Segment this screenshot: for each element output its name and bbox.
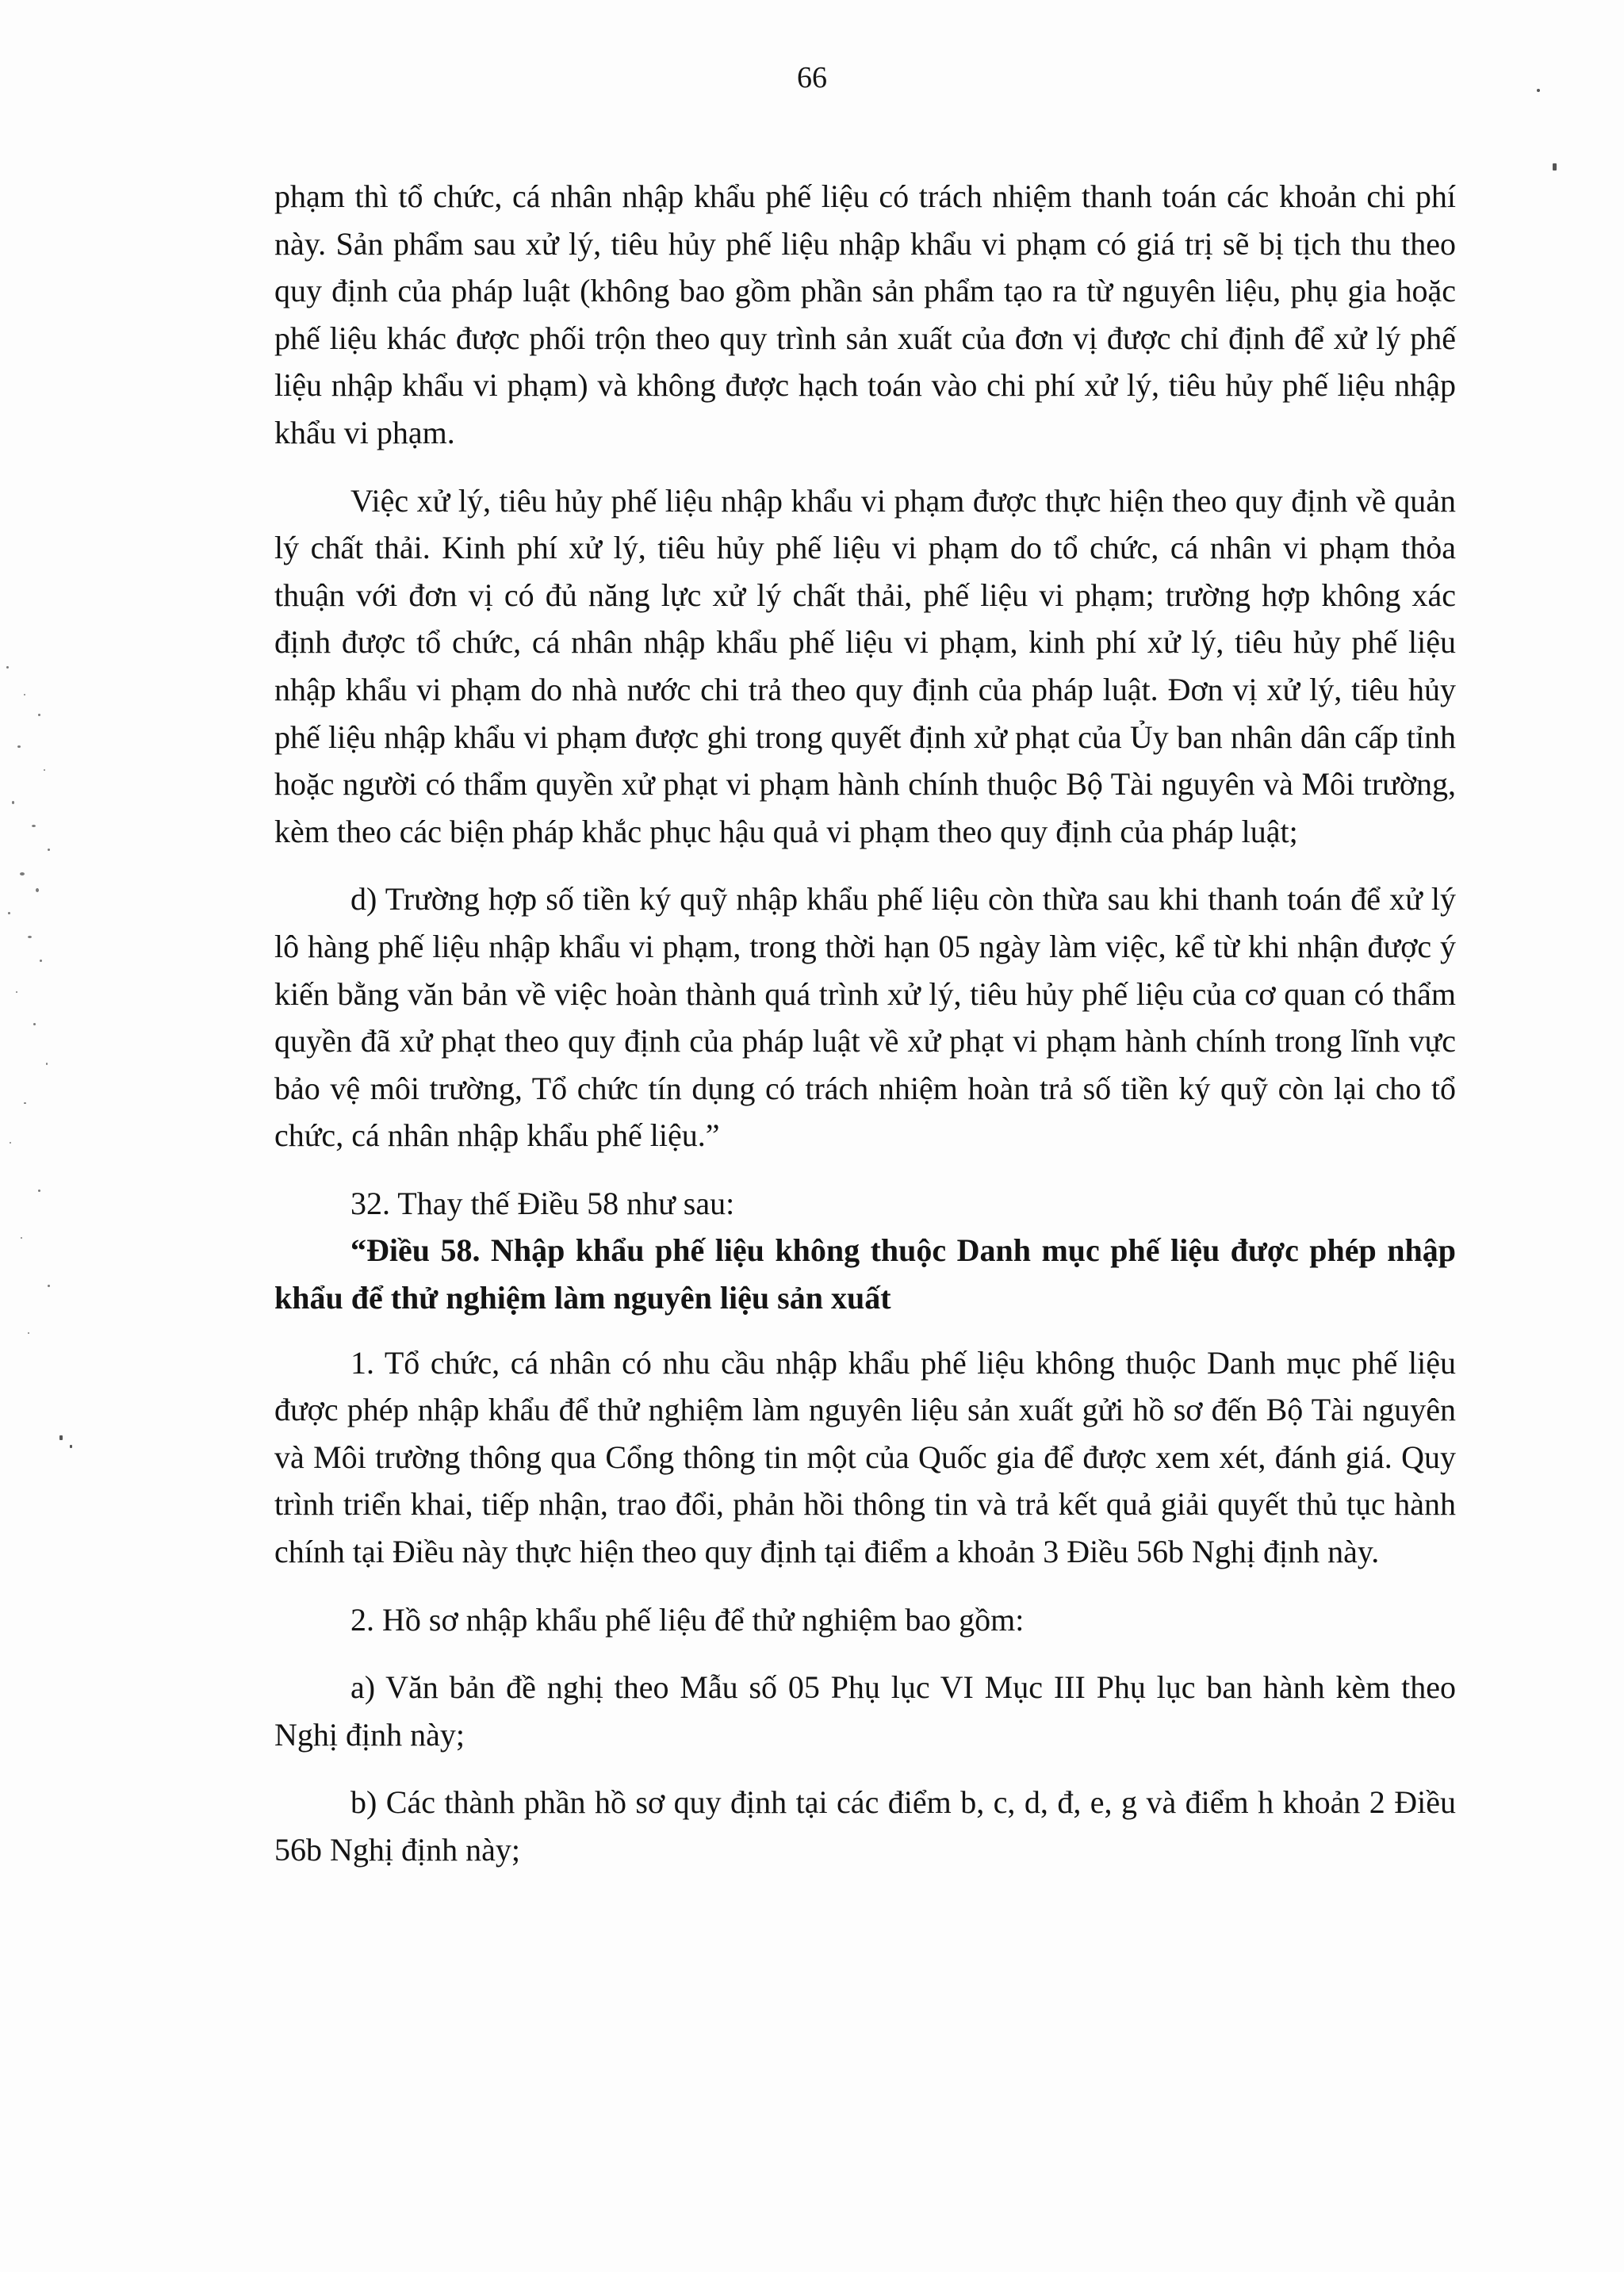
article-heading: “Điều 58. Nhập khẩu phế liệu không thuộc Danh mục phế liệu được phép nhập khẩu để thử nghiệm làm nguyên liệu sản xuất xyxy=(274,1232,1456,1316)
paragraph: 32. Thay thế Điều 58 như sau: xyxy=(350,1185,735,1221)
scan-mark xyxy=(59,1435,63,1440)
paragraph: 1. Tổ chức, cá nhân có nhu cầu nhập khẩu phế liệu không thuộc Danh mục phế liệu được phép nhập khẩu để thử nghiệm làm nguyên liệu sản xuất gửi hồ sơ đến Bộ Tài nguyên và Môi trường thông qua Cổng thông tin một của Quốc gia để được xem xét, đánh giá. Quy trình triển khai, tiếp nhận, trao đổi, phản hồi thông tin và trả kết quả giải quyết thủ tục hành chính tại Điều này thực hiện theo quy định tại điểm a khoản 3 Điều 56b Nghị định này. xyxy=(274,1344,1456,1570)
paragraph: phạm thì tổ chức, cá nhân nhập khẩu phế liệu có trách nhiệm thanh toán các khoản chi phí này. Sản phẩm sau xử lý, tiêu hủy phế liệu nhập khẩu vi phạm có giá trị sẽ bị tịch thu theo quy định của pháp luật (không bao gồm phần sản phẩm tạo ra từ nguyên liệu, phụ gia hoặc phế liệu khác được phối trộn theo quy trình sản xuất của đơn vị được chỉ định để xử lý phế liệu nhập khẩu vi phạm) và không được hạch toán vào chi phí xử lý, tiêu hủy phế liệu nhập khẩu vi phạm. xyxy=(274,178,1456,450)
scan-mark xyxy=(1553,163,1557,170)
paragraph: Việc xử lý, tiêu hủy phế liệu nhập khẩu vi phạm được thực hiện theo quy định về quản lý chất thải. Kinh phí xử lý, tiêu hủy phế liệu vi phạm do tổ chức, cá nhân vi phạm thỏa thuận với đơn vị có đủ năng lực xử lý chất thải, phế liệu vi phạm; trường hợp không xác định được tổ chức, cá nhân nhập khẩu phế liệu vi phạm, kinh phí xử lý, tiêu hủy phế liệu nhập khẩu vi phạm do nhà nước chi trả theo quy định của pháp luật. Đơn vị xử lý, tiêu hủy phế liệu nhập khẩu vi phạm được ghi trong quyết định xử phạt của Ủy ban nhân dân cấp tỉnh hoặc người có thẩm quyền xử phạt vi phạm hành chính thuộc Bộ Tài nguyên và Môi trường, kèm theo các biện pháp khắc phục hậu quả vi phạm theo quy định của pháp luật; xyxy=(274,482,1456,849)
paragraph: 2. Hồ sơ nhập khẩu phế liệu để thử nghiệm bao gồm: xyxy=(350,1601,1025,1638)
scan-mark xyxy=(70,1445,72,1448)
document-body xyxy=(274,173,1456,1874)
page-number: 66 xyxy=(797,61,827,94)
paragraph: a) Văn bản đề nghị theo Mẫu số 05 Phụ lục VI Mục III Phụ lục ban hành kèm theo Nghị định này; xyxy=(274,1669,1456,1753)
scan-noise xyxy=(0,650,63,1364)
paragraph: b) Các thành phần hồ sơ quy định tại các điểm b, c, d, đ, e, g và điểm h khoản 2 Điều 56b Nghị định này; xyxy=(274,1784,1456,1868)
paragraph: d) Trường hợp số tiền ký quỹ nhập khẩu phế liệu còn thừa sau khi thanh toán để xử lý lô hàng phế liệu nhập khẩu vi phạm, trong thời hạn 05 ngày làm việc, kể từ khi nhận được ý kiến bằng văn bản về việc hoàn thành quá trình xử lý, tiêu hủy phế liệu của cơ quan có thẩm quyền đã xử phạt theo quy định của pháp luật về xử phạt vi phạm hành chính trong lĩnh vực bảo vệ môi trường, Tổ chức tín dụng có trách nhiệm hoàn trả số tiền ký quỹ còn lại cho tổ chức, cá nhân nhập khẩu phế liệu.” xyxy=(274,881,1456,1154)
